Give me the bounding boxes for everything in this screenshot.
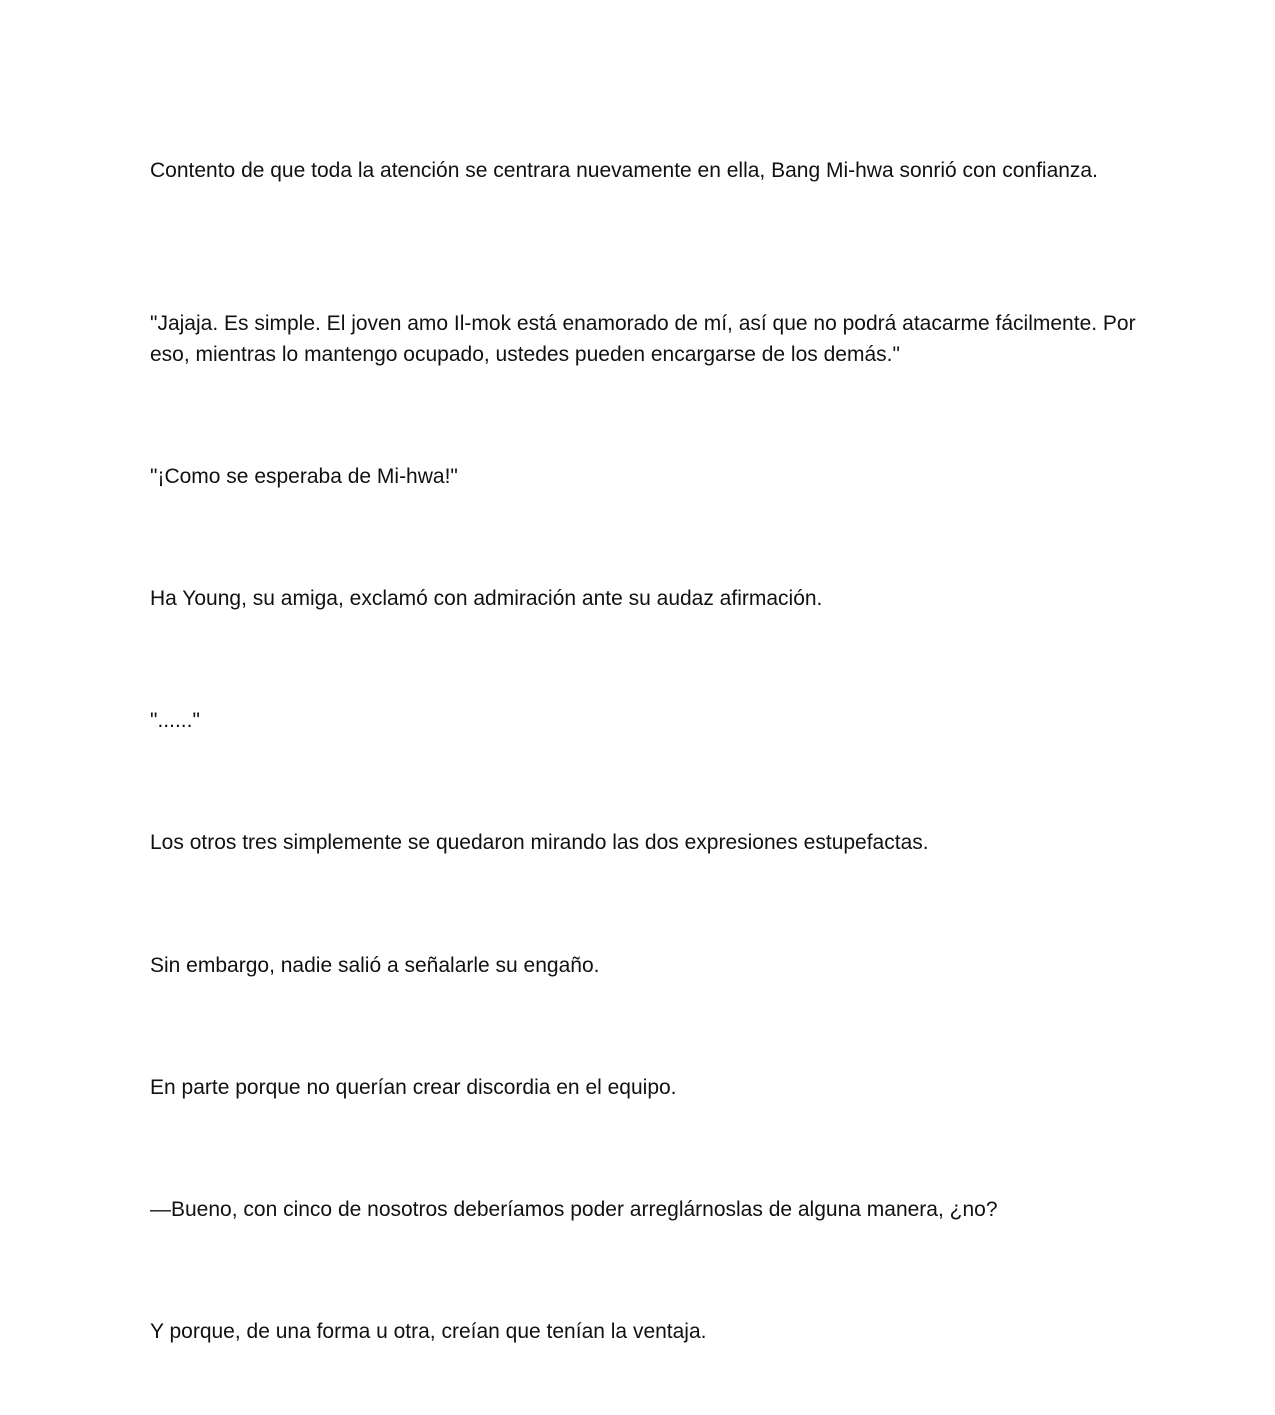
paragraph-3: "¡Como se esperaba de Mi-hwa!" [150,465,458,488]
paragraph-4: Ha Young, su amiga, exclamó con admiración ante su audaz afirmación. [150,587,823,610]
paragraph-7: Sin embargo, nadie salió a señalarle su engaño. [150,954,600,977]
paragraph-1: Contento de que toda la atención se centrara nuevamente en ella, Bang Mi-hwa sonrió con confianza. [150,159,1098,182]
paragraph-6: Los otros tres simplemente se quedaron mirando las dos expresiones estupefactas. [150,831,929,854]
paragraph-10: Y porque, de una forma u otra, creían que tenían la ventaja. [150,1320,707,1343]
paragraph-2: "Jajaja. Es simple. El joven amo Il-mok está enamorado de mí, así que no podrá atacarme fácilmente. Por eso, mientras lo mantengo ocupado, ustedes pueden encargarse de los demás." [150,312,1136,366]
paragraph-8: En parte porque no querían crear discordia en el equipo. [150,1076,677,1099]
paragraph-9: —Bueno, con cinco de nosotros deberíamos poder arreglárnoslas de alguna manera, ¿no? [150,1198,998,1221]
paragraph-5: "......" [150,709,200,732]
